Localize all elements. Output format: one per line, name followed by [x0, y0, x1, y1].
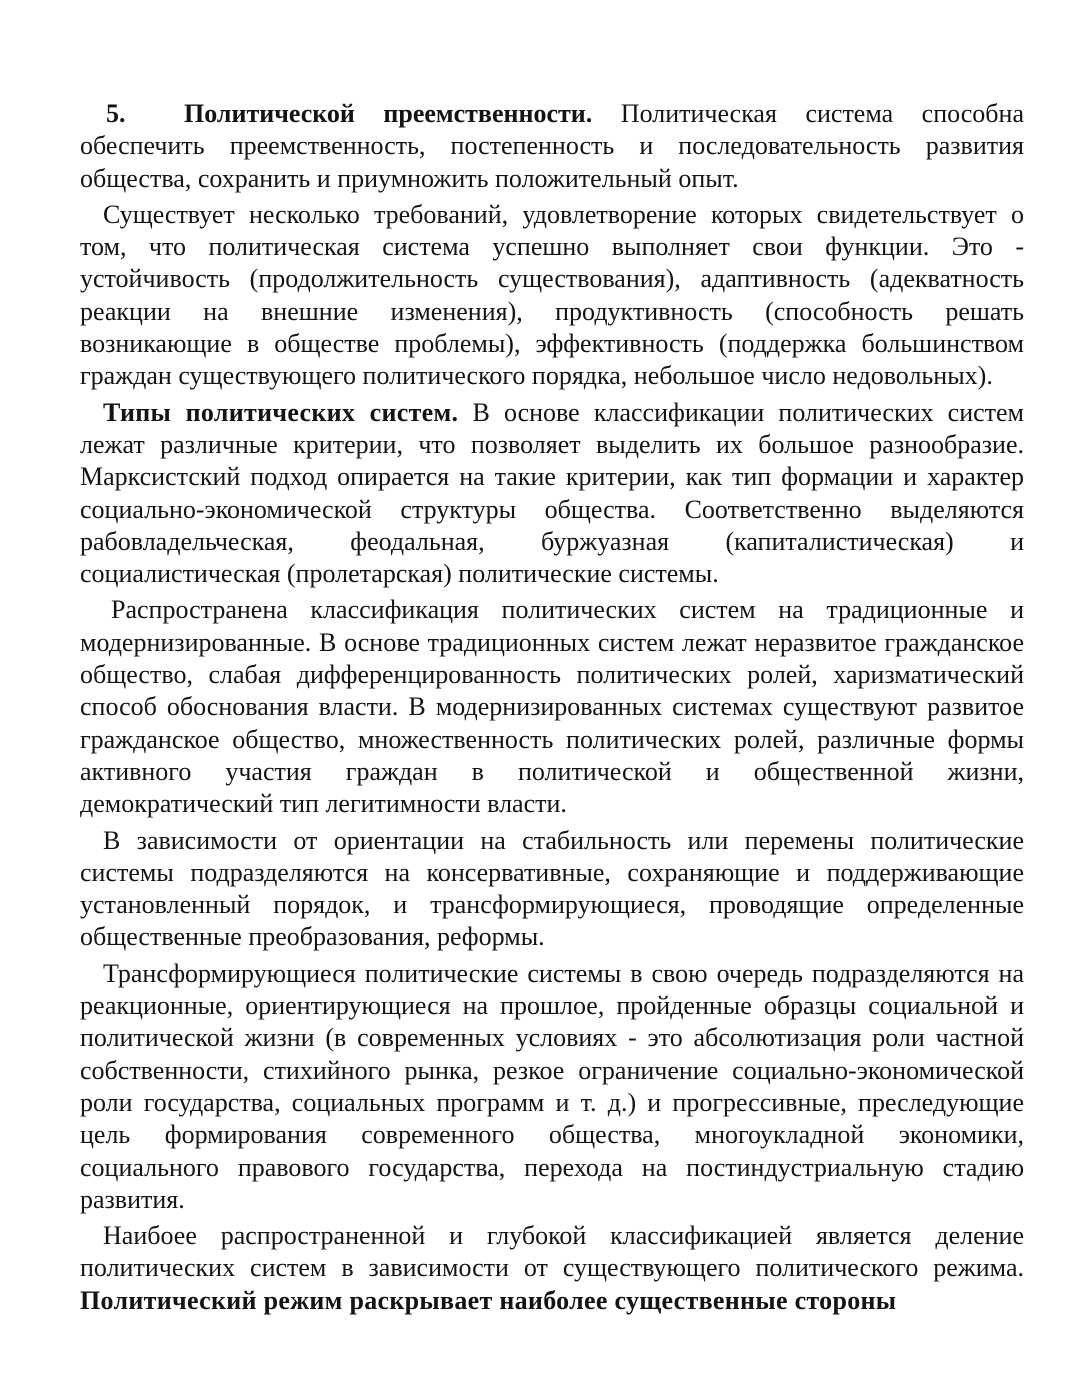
paragraph-transforming-systems — [80, 958, 1024, 1216]
paragraph-text: Трансформирующиеся политические системы в свою очередь подразделяются на реакционные, ориентирующиеся на прошлое, пройденные образцы социальной и политической жизни (в современных условиях - это абсолютизация роли частной собственности, стихийного рынка, резкое ограничение социально-экономической роли государства, социальных программ и т. д.) и прогрессивные, преследующие цель формирования современного общества, многоукладной экономики, социального правового государства, перехода на постиндустриальную стадию развития. — [80, 958, 1024, 1214]
paragraph-system-types — [80, 397, 1024, 591]
paragraph-text: Распространена классификация политических систем на традиционные и модернизированные. В основе традиционных систем лежат неразвитое гражданское общество, слабая дифференцированность политических ролей, харизматический способ обоснования власти. В модернизированных системах существуют развитое гражданское общество, множественность политических ролей, различные формы активного участия граждан в политической и общественной жизни, демократический тип легитимности власти. — [80, 595, 1024, 819]
paragraph-text: Существует несколько требований, удовлетворение которых свидетельствует о том, что политическая система успешно выполняет свои функции. Это - устойчивость (продолжительность существования), адаптивность (адекватность реакции на внешние изменения), продуктивность (способность решать возникающие в обществе проблемы), эффективность (поддержка большинством граждан существующего политического порядка, небольшое число недовольных). — [80, 199, 1024, 391]
paragraph-text: Политическая система способна обеспечить преемственность, постепенность и последовательность развития общества, сохранить и приумножить положительный опыт. — [80, 99, 1024, 193]
paragraph-requirements — [80, 199, 1024, 393]
heading-political-regime: Политический режим раскрывает наиболее существенные стороны — [80, 1285, 897, 1315]
heading-political-succession: Политической преемственности. — [184, 99, 593, 128]
heading-system-types: Типы политических систем. — [103, 397, 459, 427]
paragraph-traditional-modernized — [80, 594, 1024, 820]
paragraph-political-regime — [80, 1220, 1024, 1317]
paragraph-text: В основе классификации политических систем лежат различные критерии, что позволяет выделить их большое разнообразие. Марксистский подход опирается на такие критерии, как тип формации и характер социально-экономической структуры общества. Соответственно выделяются рабовладельческая, феодальная, буржуазная (капиталистическая) и социалистическая (пролетарская) политические системы. — [80, 397, 1025, 589]
paragraph-text: Наибоее распространенной и глубокой классификацией является деление политических систем в зависимости от существующего политического режима. — [80, 1221, 1024, 1283]
paragraph-text: В зависимости от ориентации на стабильность или перемены политические системы подразделяются на консервативные, сохраняющие и поддерживающие установленный порядок, и трансформирующиеся, проводящие определенные общественные преобразования, реформы. — [80, 825, 1024, 952]
list-number: 5. — [106, 99, 126, 128]
paragraph-stability-orientation — [80, 825, 1024, 954]
document-page — [80, 98, 1024, 1321]
paragraph-political-succession — [80, 98, 1024, 195]
